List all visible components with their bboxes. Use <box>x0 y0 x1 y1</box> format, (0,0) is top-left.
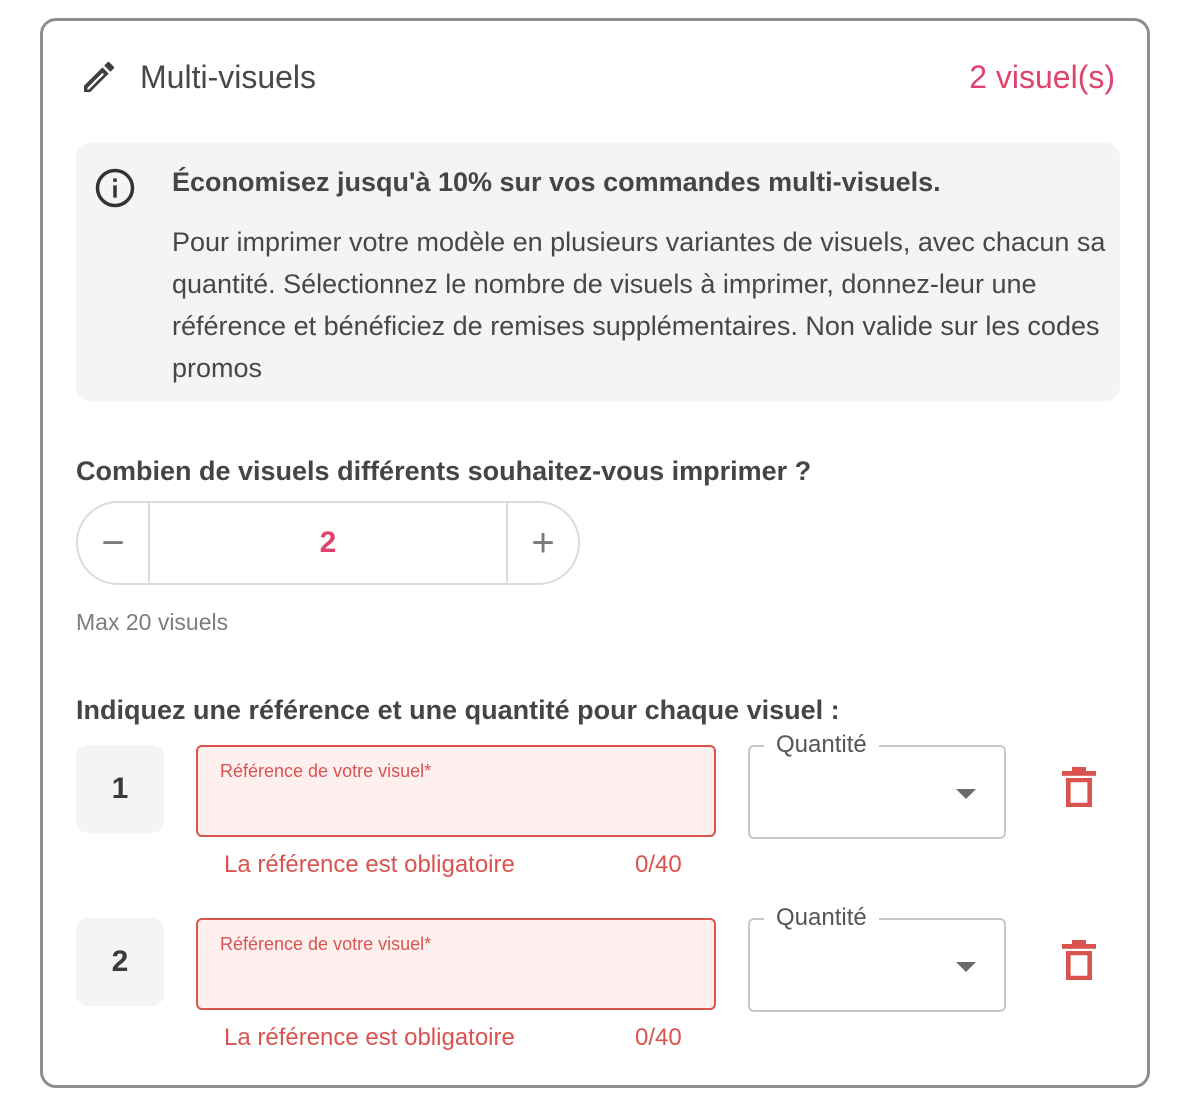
visual-number-badge: 2 <box>76 918 164 1006</box>
section-title: Multi-visuels <box>140 59 317 95</box>
info-title: Économisez jusqu'à 10% sur vos commandes multi-visuels. <box>172 167 941 197</box>
reference-input[interactable] <box>218 791 692 827</box>
reference-error: La référence est obligatoire <box>224 1024 515 1051</box>
chevron-down-icon <box>956 789 976 799</box>
max-visuals-hint: Max 20 visuels <box>76 609 229 635</box>
trash-icon[interactable] <box>1062 940 1096 980</box>
info-box <box>76 143 1120 401</box>
multi-visuals-card <box>40 18 1150 1088</box>
quantity-stepper <box>76 501 580 585</box>
info-icon <box>94 167 136 209</box>
reference-char-counter: 0/40 <box>635 1024 682 1051</box>
reference-label: Référence de votre visuel* <box>220 934 432 954</box>
decrement-button[interactable]: − <box>78 503 150 583</box>
visual-count-badge: 2 visuel(s) <box>969 59 1115 95</box>
visual-number-badge: 1 <box>76 745 164 833</box>
quantity-select[interactable] <box>748 731 1006 839</box>
reference-label: Référence de votre visuel* <box>220 761 432 781</box>
quantity-select[interactable] <box>748 904 1006 1012</box>
trash-icon[interactable] <box>1062 767 1096 807</box>
visuals-instructions: Indiquez une référence et une quantité pour chaque visuel : <box>76 695 840 725</box>
increment-button[interactable]: + <box>506 503 578 583</box>
quantity-question: Combien de visuels différents souhaitez-vous imprimer ? <box>76 456 812 486</box>
reference-char-counter: 0/40 <box>635 851 682 878</box>
chevron-down-icon <box>956 962 976 972</box>
quantity-label: Quantité <box>764 904 879 932</box>
reference-error: La référence est obligatoire <box>224 851 515 878</box>
info-body: Pour imprimer votre modèle en plusieurs variantes de visuels, avec chacun sa quantité. Sélectionnez le nombre de visuels à imprimer, donnez-leur une référence et bénéficiez de remises supplémentaires. Non valide sur les codes promos <box>172 227 1106 383</box>
reference-field[interactable] <box>196 918 716 1010</box>
reference-input[interactable] <box>218 964 692 1000</box>
quantity-label: Quantité <box>764 731 879 759</box>
pencil-icon <box>79 57 119 97</box>
quantity-value[interactable]: 2 <box>319 526 337 559</box>
reference-field[interactable] <box>196 745 716 837</box>
